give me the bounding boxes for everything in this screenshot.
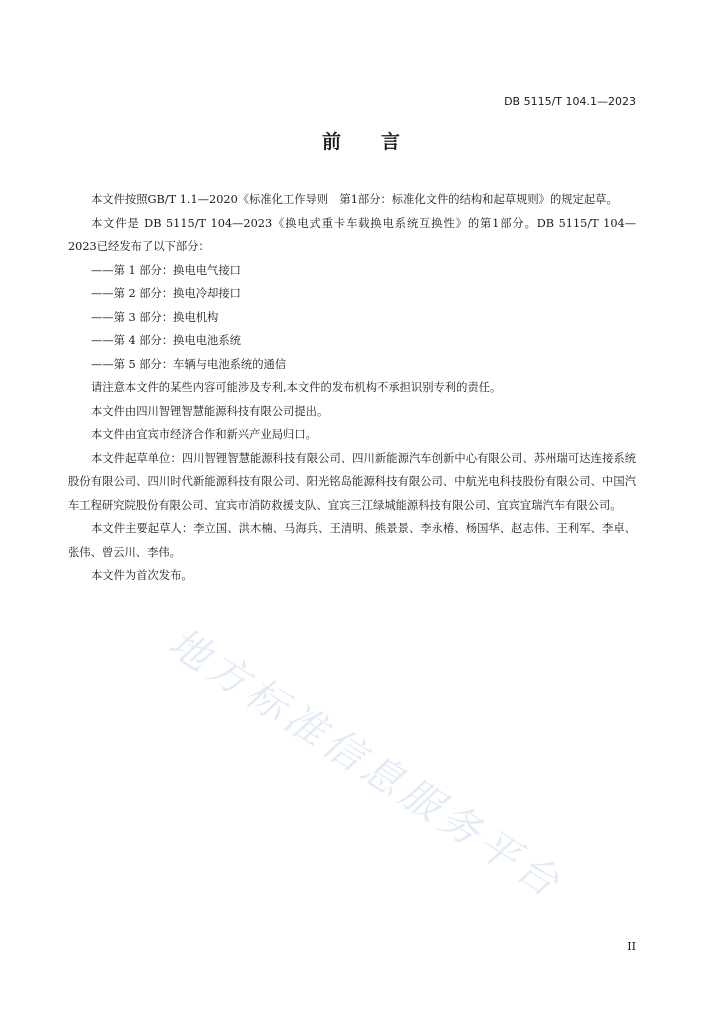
document-code: DB 5115/T 104.1—2023 [504, 95, 636, 108]
watermark-text: 地方标准信息服务平台 [160, 619, 571, 909]
list-item-part-2: ——第 2 部分：换电冷却接口 [91, 287, 241, 300]
list-item-part-3: ——第 3 部分：换电机构 [91, 310, 219, 324]
title-char-1: 前 [321, 131, 343, 153]
paragraph-administrator: 本文件由宜宾市经济合作和新兴产业局归口。 [91, 428, 317, 441]
paragraph-first-release: 本文件为首次发布。 [91, 569, 193, 582]
list-item-part-5: ——第 5 部分：车辆与电池系统的通信 [91, 357, 287, 371]
paragraph-proposer: 本文件由四川智锂智慧能源科技有限公司提出。 [91, 404, 329, 418]
page-title [0, 127, 724, 154]
paragraph-drafters: 本文件主要起草人：李立国、洪木楠、马海兵、王清明、熊景景、李永椿、杨国华、赵志伟、王利军、李卓、张伟、曾云川、李伟。 [68, 522, 636, 559]
list-item-part-1: ——第 1 部分：换电电气接口 [91, 263, 241, 277]
document-body [68, 188, 636, 588]
page-number: II [627, 940, 636, 953]
paragraph-patent-notice: 请注意本文件的某些内容可能涉及专利,本文件的发布机构不承担识别专利的责任。 [91, 381, 502, 394]
paragraph-drafting-rules: 本文件按照GB/T 1.1—2020《标准化工作导则 第1部分：标准化文件的结构和起草规则》的规定起草。 [91, 193, 618, 206]
title-char-2: 言 [381, 131, 403, 153]
paragraph-drafting-units: 本文件起草单位：四川智锂智慧能源科技有限公司、四川新能源汽车创新中心有限公司、苏州瑞可达连接系统股份有限公司、四川时代新能源科技有限公司、阳光铭岛能源科技有限公司、中航光电科技股份有限公司、中国汽车工程研究院股份有限公司、宜宾市消防救援支队、宜宾三江绿城能源科技有限公司、宜宾宜瑞汽车有限公司。 [68, 451, 636, 512]
paragraph-part-of-series: 本文件是 DB 5115/T 104—2023《换电式重卡车载换电系统互换性》的第1部分。DB 5115/T 104—2023已经发布了以下部分： [68, 216, 636, 253]
list-item-part-4: ——第 4 部分：换电电池系统 [91, 334, 241, 347]
